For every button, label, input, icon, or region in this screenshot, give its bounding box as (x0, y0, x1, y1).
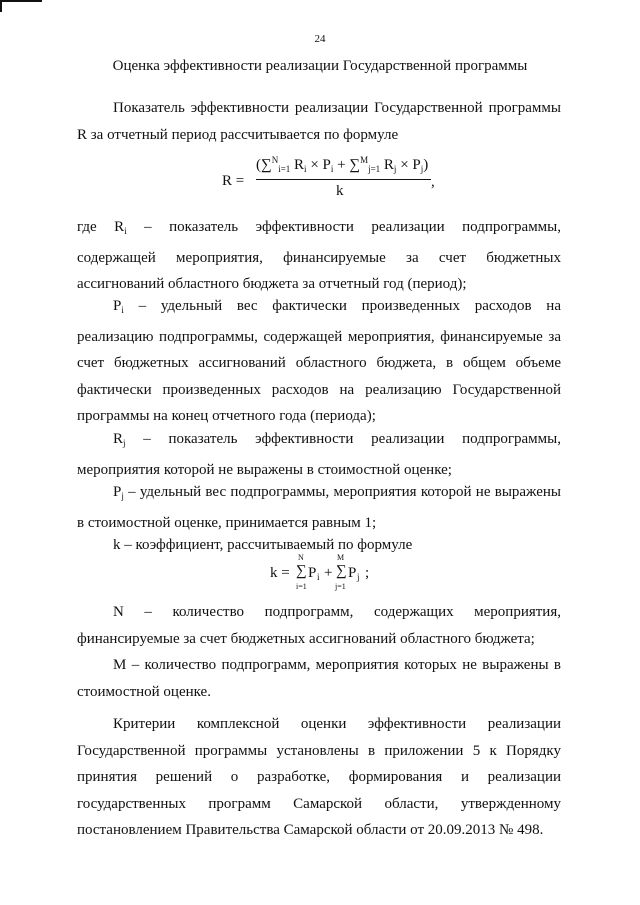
formula-r-lhs: R = (222, 173, 245, 189)
formula-k: k = N ∑ i=1 P i + M ∑ j=1 P j ; (270, 553, 370, 591)
criteria-paragraph: Критерии комплексной оценки эффективности реализации Государственной программы установлены в приложении 5 к Порядку принятия решений о разработке, формирования и реализации государственных программ Самарской области, утвержденному постановлением Правительства Самарской области от 20.09.2013 № 498. (77, 716, 561, 839)
formula-k-lhs: k = (270, 565, 290, 581)
definition-rj: $R_j$ – показатель эффективности реализации подпрограммы, мероприятия которой не выражены в стоимостной оценке; (77, 431, 561, 478)
definition-ri: где $R_i$ – показатель эффективности реализации подпрограммы, содержащей мероприятия, финансируемые за счет бюджетных ассигнований областного бюджета за отчетный год (период); (77, 219, 562, 293)
definition-m: M – количество подпрограмм, мероприятия которых не выражены в стоимостной оценке. (77, 657, 561, 700)
definition-pj: $P_j$ – удельный вес подпрограммы, мероприятия которой не выражены в стоимостной оценке, принимается равным 1; (77, 484, 561, 531)
section-title: Оценка эффективности реализации Государственной программы (112, 58, 528, 74)
sum-symbol: ∑ (336, 563, 347, 579)
page-corner-mark-vertical (0, 0, 2, 12)
sum-symbol: ∑ (296, 563, 307, 579)
formula-r-numerator: (∑Ni=1 $R_i \times P_i + \sum Mj=1$ $R_j \times P_j$) (256, 155, 429, 174)
page-corner-mark (0, 0, 42, 2)
formula-r-comma: , (431, 174, 435, 190)
formula-r-denominator: k (336, 183, 344, 199)
fraction-bar (256, 179, 431, 180)
definition-pi: $P_i$ – удельный вес фактически произведенных расходов на реализацию подпрограммы, содержащей мероприятия, финансируемые за счет бюджетных ассигнований областного бюджета, в общем объеме фактически произведенных расходов на реализацию Государственной программы на конец отчетного года (периода); (77, 298, 561, 425)
definition-n: N – количество подпрограмм, содержащих мероприятия, финансируемые за счет бюджетных ассигнований областного бюджета; (77, 604, 561, 647)
definition-k: k – коэффициент, рассчитываемый по формуле (113, 537, 413, 553)
intro-paragraph: Показатель эффективности реализации Государственной программы R за отчетный период рассчитывается по формуле (77, 100, 561, 143)
page-number: 24 (314, 33, 326, 45)
